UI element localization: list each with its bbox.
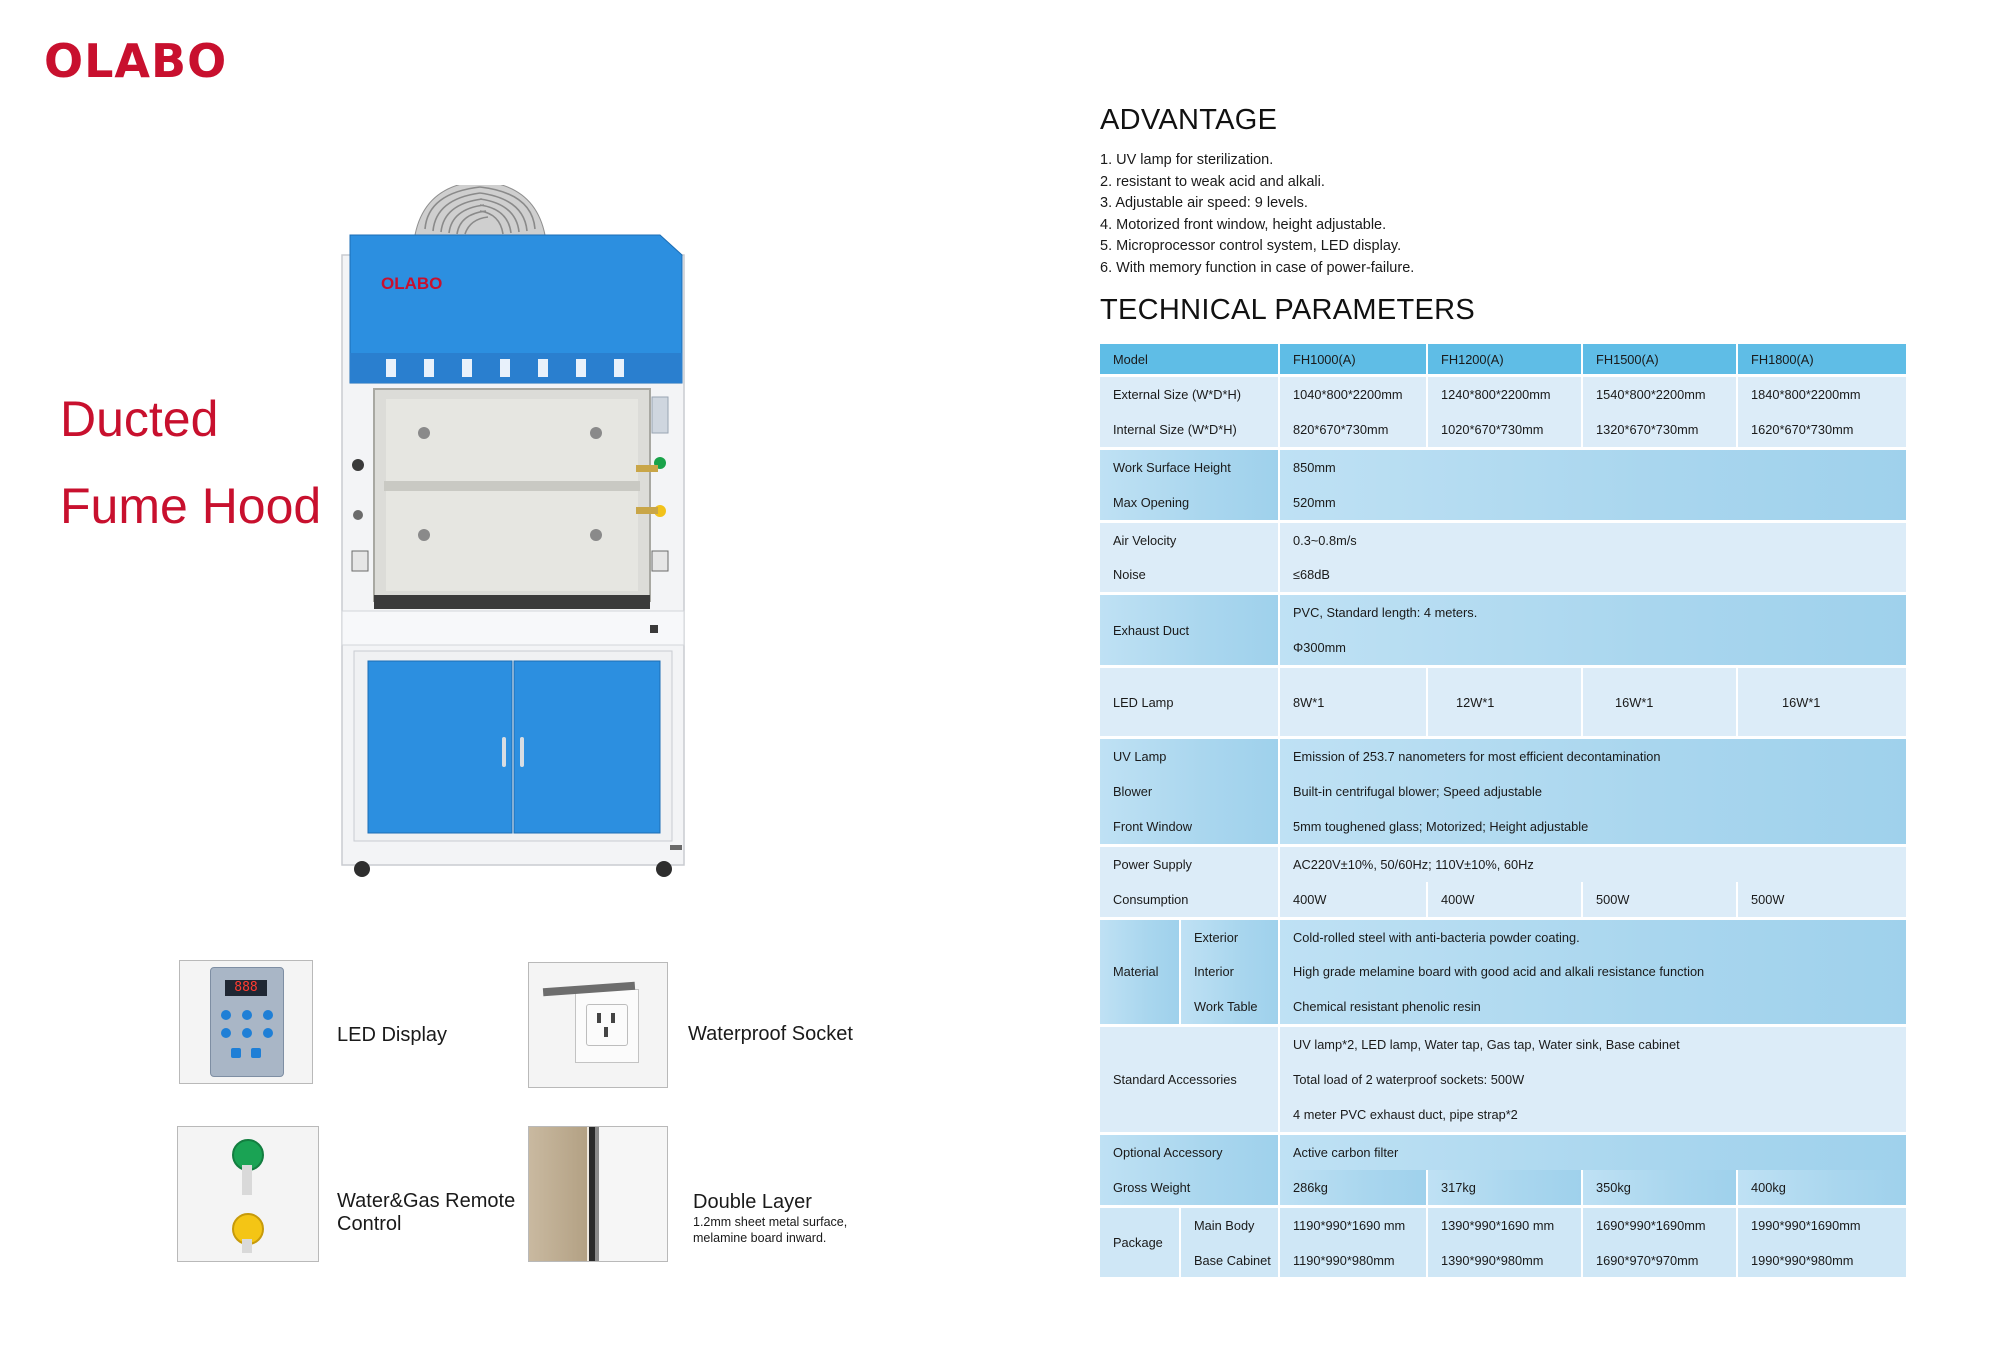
row-label: Max Opening [1100,485,1279,521]
cell-value: 317kg [1427,1170,1582,1206]
table-row [1100,667,1906,738]
table-row [1100,376,1906,412]
row-label: Consumption [1100,882,1279,918]
brand-logo: OLABO [44,34,228,88]
waterproof-socket-thumbnail [528,962,668,1088]
header-cell-model-2: FH1200(A) [1427,344,1582,376]
cell-value: 1020*670*730mm [1427,412,1582,448]
cell-value: 4 meter PVC exhaust duct, pipe strap*2 [1279,1097,1906,1133]
row-label: Internal Size (W*D*H) [1100,412,1279,448]
table-row [1100,521,1906,557]
table-row [1100,989,1906,1025]
cell-value: Total load of 2 waterproof sockets: 500W [1279,1062,1906,1097]
cell-value: 1390*990*980mm [1427,1243,1582,1278]
table-header-row [1100,344,1906,376]
row-label: Gross Weight [1100,1170,1279,1206]
table-row [1100,1026,1906,1062]
feature-sub-double-layer-2: melamine board inward. [693,1231,827,1245]
table-row [1100,954,1906,989]
header-cell-model: Model [1100,344,1279,376]
row-label: Work Surface Height [1100,448,1279,484]
hood-logo: OLABO [381,274,443,293]
advantage-item: 1. UV lamp for sterilization. [1100,152,1274,168]
cell-value: 1390*990*1690 mm [1427,1206,1582,1242]
advantage-item: 4. Motorized front window, height adjustable. [1100,216,1387,233]
cell-value: 1690*990*1690mm [1582,1206,1737,1242]
cell-value: 500W [1582,882,1737,918]
valve-icon [232,1135,260,1255]
table-row [1100,1243,1906,1278]
cell-value: Emission of 253.7 nanometers for most efficient decontamination [1279,738,1906,774]
double-layer-thumbnail [528,1126,668,1262]
table-row [1100,1133,1906,1169]
cell-value: 1990*990*1690mm [1737,1206,1906,1242]
socket-icon [575,989,639,1063]
cell-value: 1040*800*2200mm [1279,376,1427,412]
led-display-thumbnail [179,960,313,1084]
product-title-line1: Ducted [60,391,219,447]
cell-value: 1540*800*2200mm [1582,376,1737,412]
cell-value: Φ300mm [1279,630,1906,666]
table-row [1100,809,1906,845]
cell-value: High grade melamine board with good acid and alkali resistance function [1279,954,1906,989]
table-row [1100,882,1906,918]
header-cell-model-1: FH1000(A) [1279,344,1427,376]
feature-label-water-gas-line2: Control [337,1213,402,1235]
feature-label-double-layer: Double Layer [693,1191,812,1213]
cell-value: 350kg [1582,1170,1737,1206]
cell-value: 1840*800*2200mm [1737,376,1906,412]
row-label: Package [1100,1206,1180,1277]
cell-value: 16W*1 [1582,667,1737,738]
advantage-item: 5. Microprocessor control system, LED display. [1100,238,1402,255]
header-cell-model-3: FH1500(A) [1582,344,1737,376]
cell-value: 5mm toughened glass; Motorized; Height adjustable [1279,809,1906,845]
cell-value: 8W*1 [1279,667,1427,738]
cell-value: 400W [1427,882,1582,918]
cell-value: 520mm [1279,485,1906,521]
table-row [1100,738,1906,774]
feature-label-water-gas-line1: Water&Gas Remote [337,1190,516,1212]
sub-label: Base Cabinet [1180,1243,1279,1278]
row-label: Blower [1100,774,1279,809]
sub-label: Exterior [1180,918,1279,954]
row-label: Material [1100,918,1180,1026]
row-label: External Size (W*D*H) [1100,376,1279,412]
advantage-title: ADVANTAGE [1100,104,1278,136]
cell-value: 0.3~0.8m/s [1279,521,1906,557]
cell-value: Built-in centrifugal blower; Speed adjustable [1279,774,1906,809]
table-row [1100,412,1906,448]
feature-sub-double-layer-1: 1.2mm sheet metal surface, [693,1215,848,1229]
advantage-item: 3. Adjustable air speed: 9 levels. [1100,195,1308,212]
technical-parameters-title: TECHNICAL PARAMETERS [1100,294,1475,326]
row-label: Air Velocity [1100,521,1279,557]
row-label: Power Supply [1100,845,1279,881]
row-label: Front Window [1100,809,1279,845]
sub-label: Main Body [1180,1206,1279,1242]
cell-value: 12W*1 [1427,667,1582,738]
table-row [1100,594,1906,630]
cell-value: AC220V±10%, 50/60Hz; 110V±10%, 60Hz [1279,845,1906,881]
table-row [1100,485,1906,521]
feature-label-waterproof-socket: Waterproof Socket [688,1023,853,1045]
cell-value: 500W [1737,882,1906,918]
advantage-item: 2. resistant to weak acid and alkali. [1100,173,1325,190]
cell-value: 1690*970*970mm [1582,1243,1737,1278]
table-row [1100,1170,1906,1206]
advantage-item: 6. With memory function in case of power-failure. [1100,259,1415,276]
row-label: Noise [1100,557,1279,593]
cell-value: 820*670*730mm [1279,412,1427,448]
technical-parameters-table [1100,344,1906,1277]
cell-value: 1990*990*980mm [1737,1243,1906,1278]
cell-value: 1190*990*980mm [1279,1243,1427,1278]
sub-label: Interior [1180,954,1279,989]
cell-value: 1620*670*730mm [1737,412,1906,448]
cell-value: 286kg [1279,1170,1427,1206]
table-row [1100,918,1906,954]
cell-value: 1190*990*1690 mm [1279,1206,1427,1242]
cell-value: ≤68dB [1279,557,1906,593]
cell-value: PVC, Standard length: 4 meters. [1279,594,1906,630]
row-label: Optional Accessory [1100,1133,1279,1169]
product-title-line2: Fume Hood [60,478,322,534]
water-gas-thumbnail [177,1126,319,1262]
cell-value: 400kg [1737,1170,1906,1206]
cell-value: 850mm [1279,448,1906,484]
table-row [1100,448,1906,484]
fume-hood-image [330,185,710,885]
table-row [1100,774,1906,809]
cell-value: UV lamp*2, LED lamp, Water tap, Gas tap, Water sink, Base cabinet [1279,1026,1906,1062]
advantage-list [1100,150,1414,280]
sub-label: Work Table [1180,989,1279,1025]
table-row [1100,845,1906,881]
table-row [1100,557,1906,593]
feature-label-led-display: LED Display [337,1024,448,1046]
cell-value: Active carbon filter [1279,1133,1906,1169]
header-cell-model-4: FH1800(A) [1737,344,1906,376]
cell-value: 1320*670*730mm [1582,412,1737,448]
led-display-icon [210,967,284,1077]
cell-value: Chemical resistant phenolic resin [1279,989,1906,1025]
row-label: LED Lamp [1100,667,1279,738]
cell-value: 400W [1279,882,1427,918]
cell-value: Cold-rolled steel with anti-bacteria powder coating. [1279,918,1906,954]
row-label: Exhaust Duct [1100,594,1279,667]
cell-value: 1240*800*2200mm [1427,376,1582,412]
row-label: UV Lamp [1100,738,1279,774]
cell-value: 16W*1 [1737,667,1906,738]
exhaust-hose [415,185,545,235]
row-label: Standard Accessories [1100,1026,1279,1134]
led-digits: 888 [225,980,267,996]
double-layer-icon [529,1127,667,1261]
table-row [1100,1206,1906,1242]
